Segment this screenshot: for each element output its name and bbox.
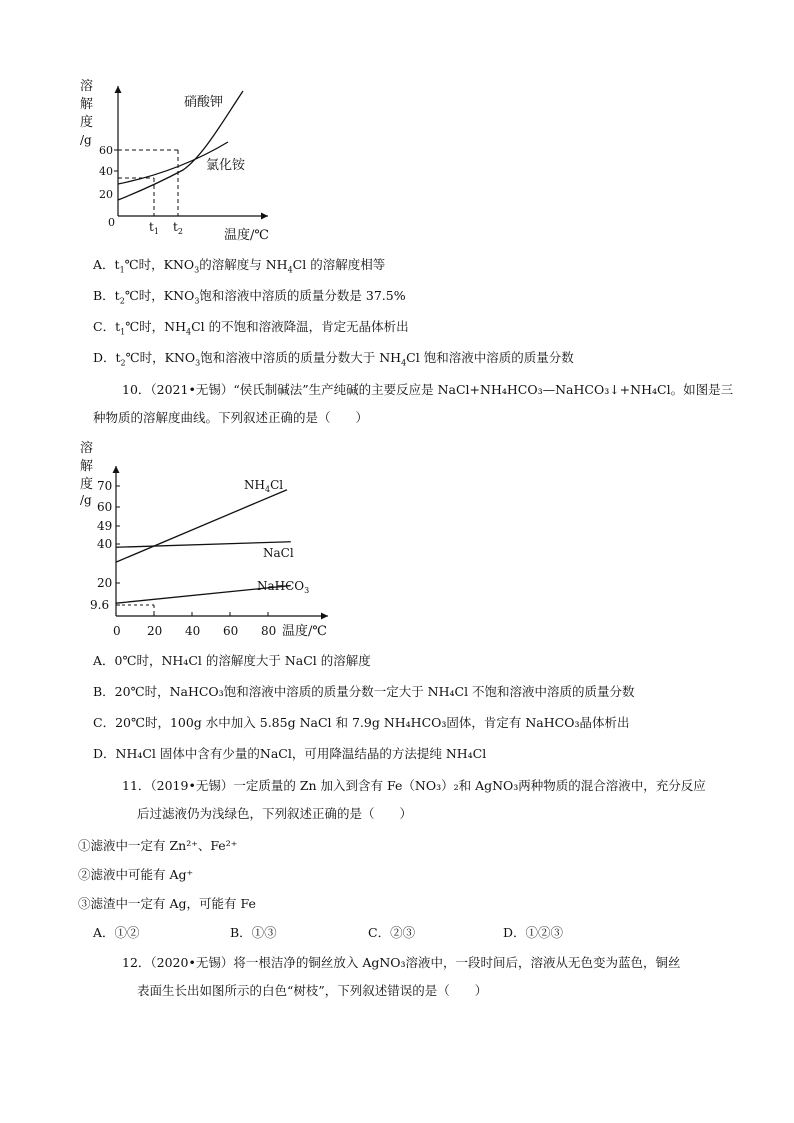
q10-option-a: A．0℃时，NH₄Cl 的溶解度大于 NaCl 的溶解度: [93, 653, 371, 668]
x-tick-t1: $t_1$: [149, 220, 159, 236]
x-tick-80: 80: [261, 624, 277, 638]
solubility-chart-2-svg: [78, 436, 338, 642]
tick-group: [90, 479, 276, 638]
y-label-char-4: /g: [80, 493, 92, 507]
solubility-chart-1-svg: [78, 76, 278, 246]
y-tick-70: 70: [97, 479, 113, 493]
solubility-chart-1: [78, 76, 278, 246]
q9-option-d: D．$t_2℃$时，$KNO_3$饱和溶液中溶质的质量分数大于 $NH_4Cl$ 饱和溶液中溶质的质量分数: [93, 350, 574, 368]
q12-stem-line-2: 表面生长出如图所示的白色“树枝”，下列叙述错误的是（ ）: [137, 983, 488, 998]
q9-option-c: C．$t_1℃$时，$NH_4Cl$ 的不饱和溶液降温，肯定无晶体析出: [93, 319, 409, 337]
q9-option-b: B．$t_2℃$时，$KNO_3$饱和溶液中溶质的质量分数是 37.5%: [93, 288, 406, 306]
q12-stem-line-1: 12．（2020•无锡）将一根洁净的铜丝放入 AgNO₃溶液中，一段时间后，溶液从无色变为蓝色，铜丝: [122, 955, 681, 970]
y-label-char-2: 解: [80, 97, 94, 112]
q10-stem-line-2: 种物质的溶解度曲线。下列叙述正确的是（ ）: [93, 410, 369, 425]
y-tick-40: 40: [99, 165, 113, 178]
series-label-kno3: 硝酸钾: [184, 95, 224, 110]
solubility-chart-2: [78, 436, 338, 642]
y-label-char-3: 度: [80, 477, 94, 492]
series-label-nacl: NaCl: [263, 546, 294, 560]
series-label-nh4cl: 氯化铵: [206, 158, 246, 173]
y-label-char-1: 溶: [80, 441, 94, 456]
q11-stem-line-2: 后过滤液仍为浅绿色，下列叙述正确的是（ ）: [137, 806, 413, 821]
q9-option-a: A．$t_1℃$时，$KNO_3$的溶解度与 $NH_4Cl$ 的溶解度相等: [93, 257, 386, 275]
q11-option-a: A．①②: [93, 925, 140, 940]
q10-stem-line-1: 10．（2021•无锡）“侯氏制碱法”生产纯碱的主要反应是 NaCl+NH₄HCO₃—NaHCO₃↓+NH₄Cl。如图是三: [122, 382, 734, 397]
q10-option-d: D．NH₄Cl 固体中含有少量的NaCl，可用降温结晶的方法提纯 NH₄Cl: [93, 746, 487, 761]
origin-label: 0: [108, 216, 115, 229]
x-axis-label: 温度/℃: [282, 624, 327, 639]
y-label-char-2: 解: [80, 459, 94, 474]
x-tick-0: 0: [113, 624, 121, 638]
x-axis-label: 温度/℃: [224, 228, 269, 243]
q11-statement-1: ①滤液中一定有 Zn²⁺、Fe²⁺: [78, 838, 238, 853]
series-label-nh4cl: $NH_4Cl$: [244, 478, 284, 494]
q11-statement-2: ②滤液中可能有 Ag⁺: [78, 867, 194, 882]
q10-option-c: C．20℃时，100g 水中加入 5.85g NaCl 和 7.9g NH₄HCO₃固体，肯定有 NaHCO₃晶体析出: [93, 715, 630, 730]
x-tick-20: 20: [147, 624, 163, 638]
q11-option-b: B．①③: [230, 925, 277, 940]
q11-option-d: D．①②③: [503, 925, 564, 940]
x-tick-60: 60: [223, 624, 239, 638]
y-tick-20: 20: [99, 188, 113, 201]
y-label-char-1: 溶: [80, 79, 94, 94]
q10-option-b: B．20℃时，NaHCO₃饱和溶液中溶质的质量分数一定大于 NH₄Cl 不饱和溶液中溶质的质量分数: [93, 684, 635, 699]
x-tick-t2: $t_2$: [173, 220, 183, 236]
y-label-char-3: 度: [80, 115, 94, 130]
y-tick-60: 60: [99, 144, 113, 157]
y-tick-40: 40: [97, 537, 113, 551]
y-tick-49: 49: [97, 519, 113, 533]
series-label-nahco3: NaHCO$_3$: [257, 579, 310, 595]
y-tick-20: 20: [97, 576, 113, 590]
y-tick-9.6: 9.6: [90, 598, 110, 612]
q11-statement-3: ③滤渣中一定有 Ag，可能有 Fe: [78, 896, 256, 911]
series-line-nh4cl: [116, 490, 287, 562]
y-label-char-4: /g: [80, 133, 92, 147]
series-kno3-curve: [118, 91, 243, 200]
x-tick-40: 40: [185, 624, 201, 638]
y-tick-60: 60: [97, 500, 113, 514]
q11-option-c: C．②③: [368, 925, 416, 940]
q11-stem-line-1: 11．（2019•无锡）一定质量的 Zn 加入到含有 Fe（NO₃）₂和 AgNO₃两种物质的混合溶液中，充分反应: [122, 778, 706, 793]
